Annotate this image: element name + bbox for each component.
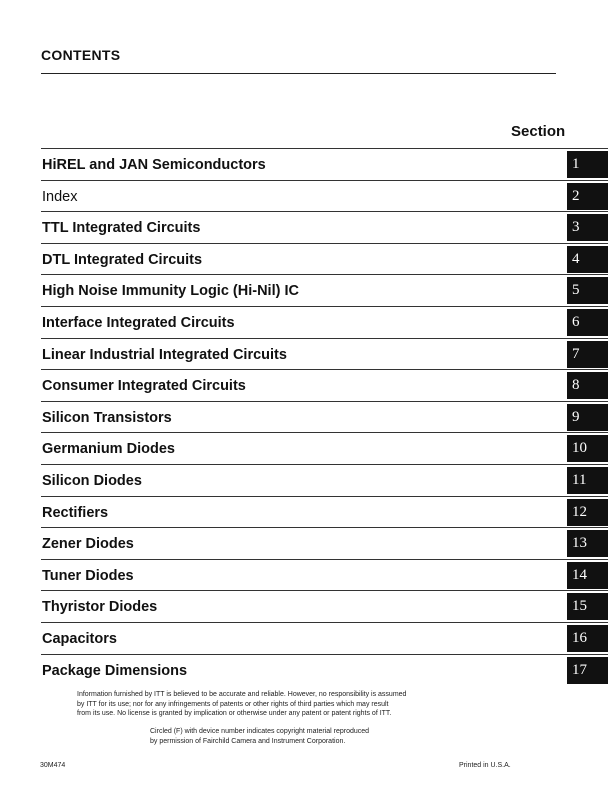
section-tab[interactable]: 9 <box>567 404 608 431</box>
section-tab[interactable]: 11 <box>567 467 608 494</box>
toc-title: Interface Integrated Circuits <box>42 314 235 331</box>
copyright-line: by permission of Fairchild Camera and Instrument Corporation. <box>150 738 346 745</box>
section-tab[interactable]: 6 <box>567 309 608 336</box>
section-tab[interactable]: 5 <box>567 277 608 304</box>
toc-row-5[interactable] <box>41 274 608 306</box>
section-tab[interactable]: 8 <box>567 372 608 399</box>
page-title: CONTENTS <box>41 47 121 63</box>
toc-title: DTL Integrated Circuits <box>42 251 203 268</box>
toc-row-16[interactable] <box>41 622 608 654</box>
toc-row-11[interactable] <box>41 464 608 496</box>
disclaimer-line: by ITT for its use; nor for any infringements of patents or other rights of third parties which may result <box>77 700 389 708</box>
toc-title: HiREL and JAN Semiconductors <box>42 157 266 173</box>
toc-title: High Noise Immunity Logic (Hi-Nil) IC <box>42 283 299 300</box>
toc-title: Rectifiers <box>42 504 109 521</box>
toc-title: TTL Integrated Circuits <box>42 220 201 237</box>
disclaimer-text <box>77 690 497 719</box>
toc-title: Germanium Diodes <box>42 441 175 458</box>
toc-row-14[interactable] <box>41 559 608 591</box>
section-tab[interactable]: 3 <box>567 214 608 241</box>
section-tab[interactable]: 7 <box>567 341 608 368</box>
section-tab[interactable]: 14 <box>567 562 608 589</box>
toc-title: Package Dimensions <box>42 662 188 679</box>
toc-title: Consumer Integrated Circuits <box>42 378 246 395</box>
toc-row-2[interactable] <box>41 180 608 212</box>
section-tab[interactable]: 4 <box>567 246 608 273</box>
section-tab[interactable]: 2 <box>567 183 608 210</box>
toc-row-8[interactable] <box>41 369 608 401</box>
toc-row-7[interactable] <box>41 338 608 370</box>
toc-row-17[interactable] <box>41 654 608 686</box>
disclaimer-line: from its use. No license is granted by implication or otherwise under any patent or patent rights of ITT. <box>77 710 392 717</box>
copyright-line: Circled (F) with device number indicates copyright material reproduced <box>150 728 370 735</box>
toc-row-9[interactable] <box>41 401 608 433</box>
toc-row-6[interactable] <box>41 306 608 338</box>
section-tab[interactable]: 15 <box>567 593 608 620</box>
toc-title: Zener Diodes <box>42 536 134 553</box>
toc-title: Index <box>42 188 78 205</box>
toc-title: Silicon Transistors <box>42 409 172 426</box>
section-tab[interactable]: 12 <box>567 499 608 526</box>
toc-title: Capacitors <box>42 630 117 647</box>
section-tab[interactable]: 16 <box>567 625 608 652</box>
toc-row-1[interactable] <box>41 148 608 180</box>
toc-title: Thyristor Diodes <box>42 599 158 616</box>
toc-row-3[interactable] <box>41 211 608 243</box>
section-tab[interactable]: 17 <box>567 657 608 684</box>
section-column-label: Section <box>511 123 566 140</box>
toc-title: Linear Industrial Integrated Circuits <box>42 346 287 363</box>
document-number: 30M474 <box>40 762 66 769</box>
table-of-contents <box>41 148 608 685</box>
toc-row-4[interactable] <box>41 243 608 275</box>
section-tab[interactable]: 13 <box>567 530 608 557</box>
toc-row-12[interactable] <box>41 496 608 528</box>
printed-in-note: Printed in U.S.A. <box>459 762 511 769</box>
section-tab[interactable]: 10 <box>567 435 608 462</box>
toc-row-13[interactable] <box>41 527 608 559</box>
copyright-note <box>150 727 480 747</box>
toc-row-10[interactable] <box>41 432 608 464</box>
toc-title: Silicon Diodes <box>42 472 142 489</box>
disclaimer-line: Information furnished by ITT is believed to be accurate and reliable. However, no responsibility is assumed <box>77 691 407 698</box>
toc-row-15[interactable] <box>41 590 608 622</box>
toc-title: Tuner Diodes <box>42 567 134 584</box>
heading-divider <box>41 73 556 74</box>
section-tab[interactable]: 1 <box>567 151 608 178</box>
